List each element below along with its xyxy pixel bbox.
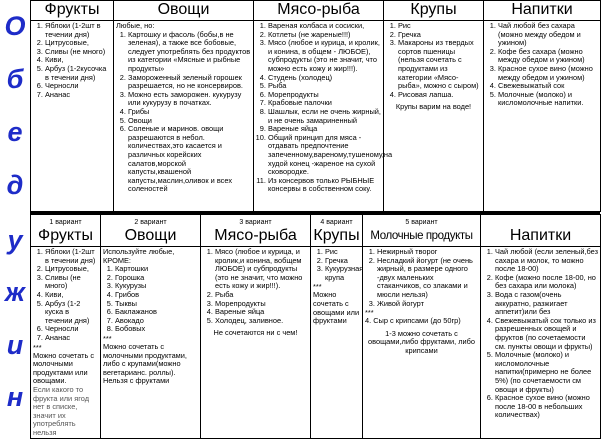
list-item: 1. Яблоки (1-2шт в течении дня) [45, 22, 111, 39]
list-item: 1. Вареная колбаса и сосиски, [268, 22, 381, 31]
separator-stars: *** [33, 342, 42, 352]
fruits-note: Можно сочетать с молочными продуктами или овощами. [33, 350, 95, 386]
veg-intro: Любые, но: [116, 21, 155, 30]
lunch-letter: д [6, 170, 24, 200]
list-item: 2. Замороженный зеленый горошек разрешается, но не консервиров. [128, 74, 251, 91]
veg-note-end: Нельзя с фруктами [103, 376, 170, 386]
meat-note: Не сочетаются ни с чем! [213, 328, 298, 338]
list-item: 4. Свежевыжатый сок только из разрешенных овощей и фруктов (по сочетаемости см. пункты овощи и фрукты) [495, 317, 598, 351]
separator-stars: *** [313, 282, 322, 292]
dinner-side-label [0, 214, 30, 424]
dairy-extra: 4. Сыр с крипсами (до 50гр) [365, 316, 461, 326]
dinner-fruits-cell [31, 247, 101, 439]
list-item: 2. Несладкий йогурт (не очень жирный, в размере одного -двух маленьких стаканчиков, со злаками и мюсли нельзя) [377, 257, 478, 300]
dairy-note: 1-3 можно сочетать с овощами,либо фруктами, либо крипсами [368, 328, 475, 355]
grains-note: Крупы варим на воде! [395, 102, 472, 112]
dinner-dairy-cell [363, 247, 481, 439]
list-item: 1. Картошку и фасоль (бобы,в не зеленая), а также все бобовые, следует употреблять без продуктов из категории «Мясные и рыбные продукты» [128, 31, 251, 74]
dinner-letter: у [7, 224, 23, 255]
list-item: 3. Кукурузная крупа [325, 265, 360, 282]
list-item: 3. Вода с газом(очень аккуратно, разжигает аппетит)или без [495, 291, 598, 317]
lunch-header-meat-fish: Мясо-рыба [254, 1, 384, 21]
list-item: 3. Красное сухое вино (можно между обедом и ужином) [498, 65, 598, 82]
list-item: 8. Шашлык, если не очень жирный, и не очень замариненный [268, 108, 381, 125]
list-item: 2. Кофе без сахара (можно между обедом и ужином) [498, 48, 598, 65]
dinner-header-fruits: 1 вариант Фрукты [31, 215, 101, 247]
list-item: 10. Общий принцип для мяса - отдавать предпочтение запеченному,вареному,тушеному,на худой конец -жареное на сухой сковородке. [268, 134, 381, 177]
lunch-header-drinks: Напитки [484, 1, 601, 21]
dinner-header-drinks: Напитки [481, 215, 601, 247]
list-item: 4. Рисовая лапша. [398, 91, 481, 100]
list-item: 2. Горошка [115, 274, 198, 283]
list-item: 5. Молочные (молоко) и кисломолочные напитки(примерно не более 5%) (по сочетаемости см овощи и фрукты) [495, 351, 598, 394]
list-item: 1. Рис [398, 22, 481, 31]
lunch-letter: О [4, 11, 26, 41]
dinner-letter: ж [5, 277, 25, 308]
list-item: 11. Из консервов только РЫБНЫЕ консервы в собственном соку. [268, 177, 381, 194]
list-item: 4. Свежевыжатый сок [498, 82, 598, 91]
list-item: 3. Мясо (любое и курица, и кролик, и конина, в общем - ЛЮБОЕ), субпродукты (это не значит, что можно есть кожу и жир!!!). [268, 39, 381, 73]
list-item: 6. Соленые и маринов. овощи разрешаются в небол. количествах,это касается и различных корейских салатов,морской капусты,квашеной капусты,маслин,оливок и всех солeностей [128, 125, 251, 194]
list-item: 3. Макароны из твердых сортов пшеницы (нельзя сочетать с продуктами из категории «Мясо-рыба», можно с сыром) [398, 39, 481, 91]
list-item: 4. Вареные яйца [215, 308, 308, 317]
list-item: 1. Картошки [115, 265, 198, 274]
veg-intro: Используйте любые, КРОМЕ: [103, 247, 175, 265]
lunch-vegetables-cell [114, 21, 254, 212]
list-item: 1. Нежирный творог [377, 248, 478, 257]
lunch-grains-cell [384, 21, 484, 212]
list-item: 2. Гречка [325, 257, 360, 266]
separator-stars: *** [103, 333, 112, 343]
list-item: 3. Кукурузы [115, 282, 198, 291]
list-item: 2. Гречка [398, 31, 481, 40]
list-item: 2. Рыба [215, 291, 308, 300]
dinner-meat-cell [201, 247, 311, 439]
list-item: 9. Вареные яйца [268, 125, 381, 134]
list-item: 4. Грибы [128, 108, 251, 117]
lunch-header-fruits: Фрукты [31, 1, 114, 21]
list-item: 3. Сливы (не много) [45, 274, 98, 291]
list-item: 4. Грибов [115, 291, 198, 300]
list-item: 4. Студень (холодец) [268, 74, 381, 83]
variant-label: 2 вариант [134, 219, 167, 226]
list-item: 5. Арбуз (1-2 куска в течении дня) [45, 300, 98, 326]
variant-label: 3 вариант [239, 219, 272, 226]
list-item: 3. Сливы (не много) [45, 48, 111, 57]
dinner-drinks-cell [481, 247, 601, 439]
list-item: 7. Крабовые палочки [268, 99, 381, 108]
dinner-vegetables-cell [101, 247, 201, 439]
list-item: 6. Морепродукты [268, 91, 381, 100]
list-item: 5. Холодец, заливное. [215, 317, 308, 326]
lunch-header-grains: Крупы [384, 1, 484, 21]
lunch-fruits-cell [31, 21, 114, 212]
list-item: 7. Авокадо [115, 317, 198, 326]
dinner-letter: и [6, 329, 24, 360]
lunch-table [30, 0, 601, 212]
list-item: 2. Цитрусовые, [45, 39, 111, 48]
lunch-header-vegetables: Овощи [114, 1, 254, 21]
list-item: 6. Черносли [45, 82, 111, 91]
list-item: 5. Тыквы [115, 300, 198, 309]
list-item: 1. Рис [325, 248, 360, 257]
list-item: 7. Ананас [45, 334, 98, 343]
list-item: 3. Можно есть заморожен. кукурузу или кукурузу в початках. [128, 91, 251, 108]
list-item: 5. Рыба [268, 82, 381, 91]
list-item: 6. Черносли [45, 325, 98, 334]
list-item: 4. Киви, [45, 56, 111, 65]
dinner-header-grains: 4 вариант Крупы [311, 215, 363, 247]
dinner-header-meat-fish: 3 вариант Мясо-рыба [201, 215, 311, 247]
list-item: 5. Молочные (молоко) и кисломолочные напитки. [498, 91, 598, 108]
lunch-letter: б [6, 64, 24, 94]
list-item: 2. Котлеты (не жареные!!!) [268, 31, 381, 40]
list-item: 5. Овощи [128, 117, 251, 126]
list-item: 6. Красное сухое вино (можно после 18-00 в небольших количествах) [495, 394, 598, 420]
list-item: 1. Мясо (любое и курица, и кролик,и конина, вобщем ЛЮБОЕ) и субпродукты (это не значит, что можно есть кожу и жир!!!). [215, 248, 308, 291]
list-item: 1. Яблоки (1-2шт в течении дня) [45, 248, 98, 265]
lunch-meat-cell [254, 21, 393, 212]
list-item: 3. Живой йогурт [377, 300, 478, 309]
veg-note: Можно сочетать с молочными продуктами, либо с крупами(можно вегетарианс. роллы). [103, 341, 187, 377]
dinner-header-dairy: 5 вариант Молочные продукты [363, 215, 481, 247]
list-item: 7. Ананас [45, 91, 111, 100]
dinner-letter: н [6, 382, 24, 413]
list-item: 1. Чай любой (если зеленый,без сахара и молок, то можно после 18-00) [495, 248, 598, 274]
list-item: 1. Чай любой без сахара (можно между обедом и ужином) [498, 22, 598, 48]
variant-label: 1 вариант [49, 219, 82, 226]
list-item: 8. Бобовых [115, 325, 198, 334]
variant-label: 4 вариант [320, 219, 353, 226]
list-item: 5. Арбуз (1-2кусочка в течении дня) [45, 65, 111, 82]
lunch-drinks-cell [484, 21, 601, 212]
list-item: 2. Цитрусовые, [45, 265, 98, 274]
fruits-note-faded: Если какого то фрукта или ягод нет в списке, значит их употреблять нельзя [33, 384, 90, 437]
dinner-header-vegetables: 2 вариант Овощи [101, 215, 201, 247]
list-item: 2. Кофе (можно после 18-00, но без сахара или молока) [495, 274, 598, 291]
lunch-letter: е [7, 117, 23, 147]
list-item: 4. Киви, [45, 291, 98, 300]
grains-note: Можно сочетать с овощами или фруктами [313, 290, 360, 326]
separator-stars: *** [365, 308, 374, 318]
dinner-grains-cell [311, 247, 363, 439]
dinner-table [30, 214, 601, 439]
lunch-side-label [0, 0, 30, 212]
list-item: 3. Морепродукты [215, 300, 308, 309]
variant-label: 5 вариант [405, 219, 438, 226]
list-item: 6. Баклажанов [115, 308, 198, 317]
